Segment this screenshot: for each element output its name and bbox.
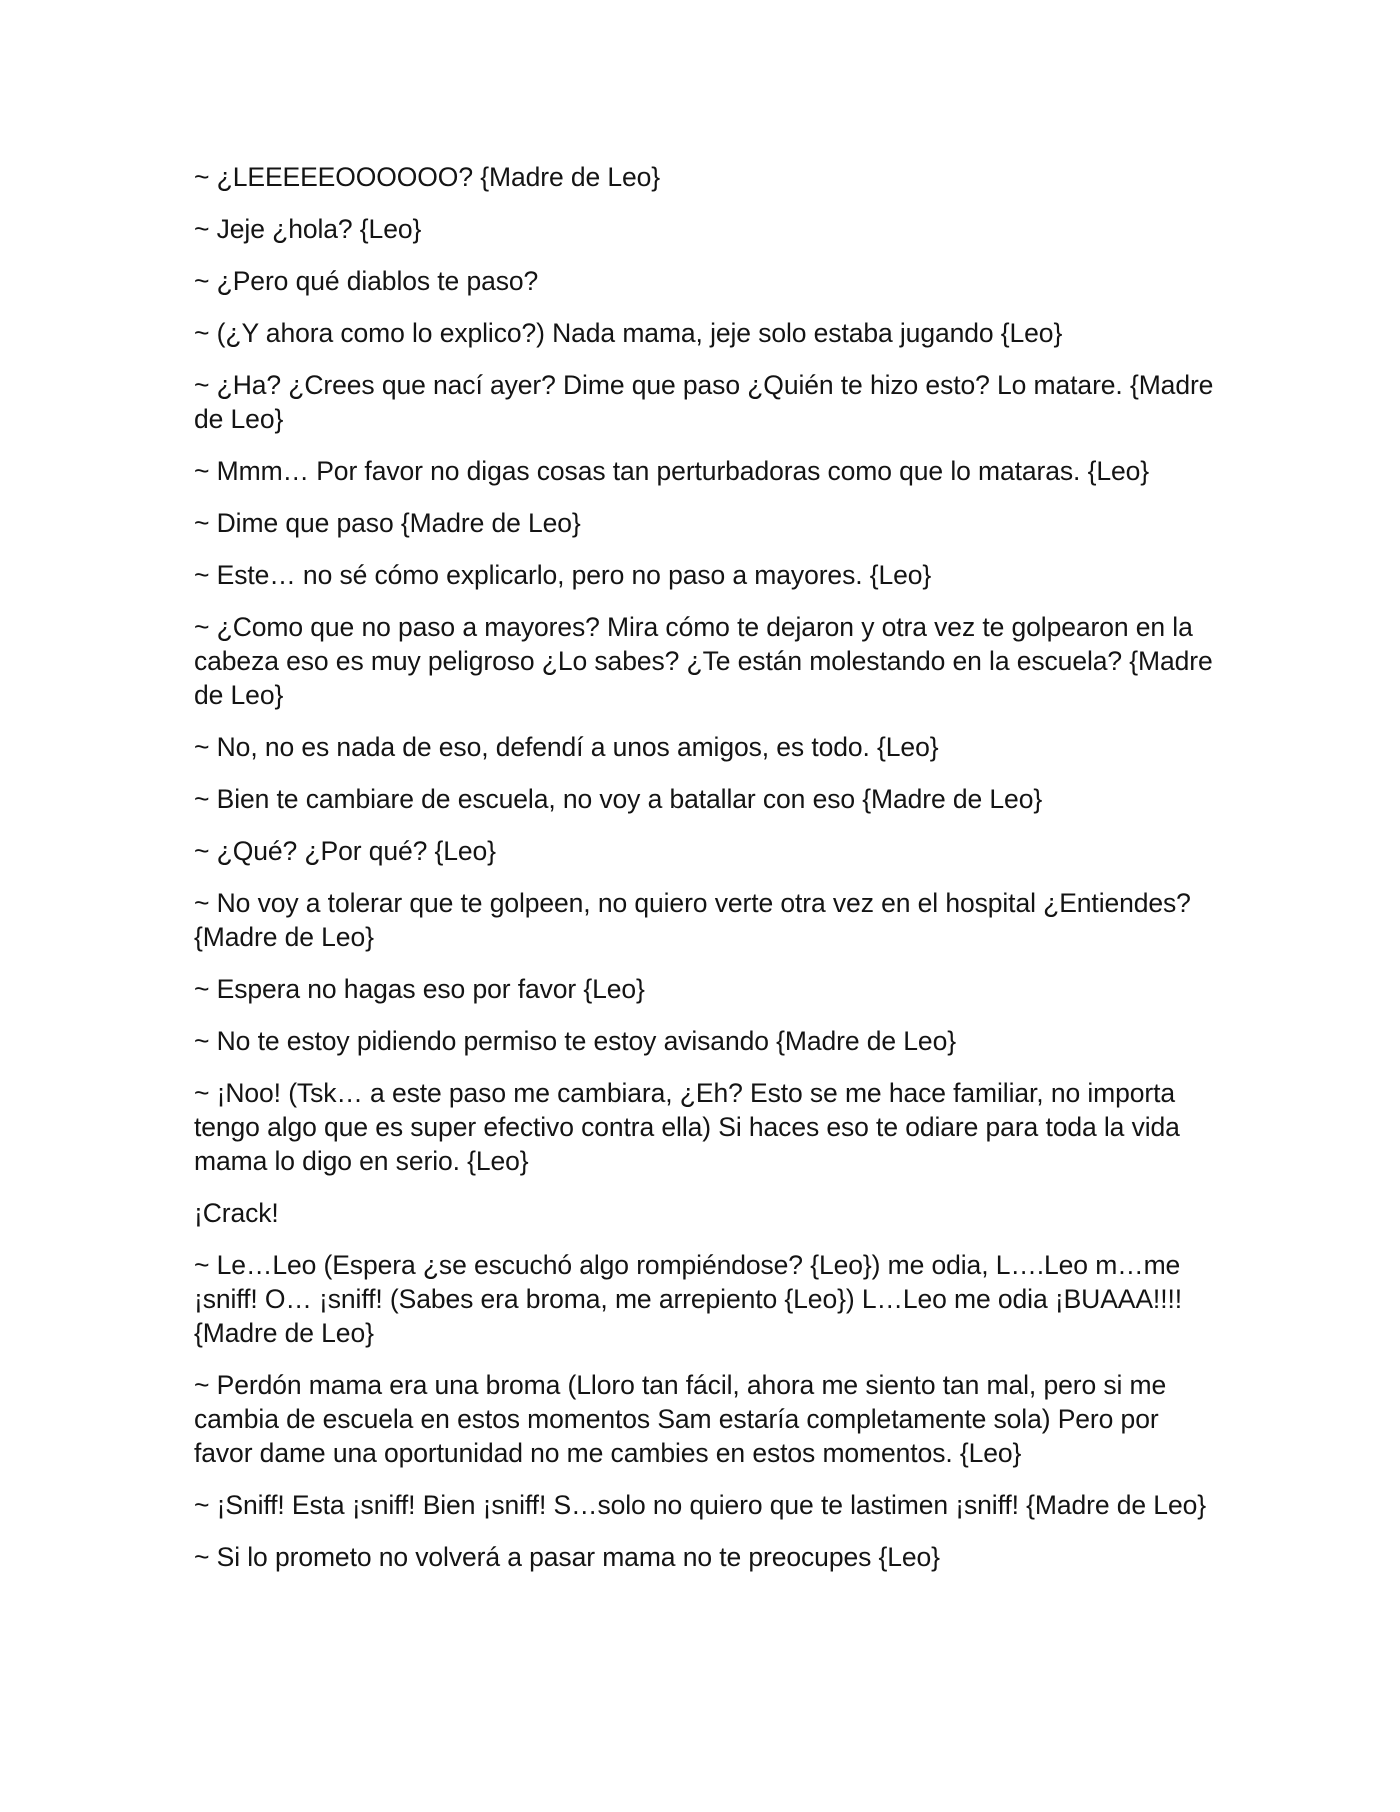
- dialogue-line: ~ Le…Leo (Espera ¿se escuchó algo rompiéndose? {Leo}) me odia, L….Leo m…me ¡sniff! O… ¡sniff! (Sabes era broma, me arrepiento {Leo}) L…Leo me odia ¡BUAAA!!!! {Madre de Leo}: [194, 1250, 1182, 1348]
- dialogue-line: ~ No, no es nada de eso, defendí a unos amigos, es todo. {Leo}: [194, 732, 939, 762]
- dialogue-line: ~ ¿Qué? ¿Por qué? {Leo}: [194, 836, 496, 866]
- dialogue-line: ~ Jeje ¿hola? {Leo}: [194, 214, 422, 244]
- dialogue-line: ~ (¿Y ahora como lo explico?) Nada mama, jeje solo estaba jugando {Leo}: [194, 318, 1063, 348]
- dialogue-line: ~ Si lo prometo no volverá a pasar mama no te preocupes {Leo}: [194, 1542, 940, 1572]
- dialogue-line: ~ No te estoy pidiendo permiso te estoy avisando {Madre de Leo}: [194, 1026, 956, 1056]
- dialogue-line: ~ Espera no hagas eso por favor {Leo}: [194, 974, 645, 1004]
- dialogue-line: ~ ¿Pero qué diablos te paso?: [194, 266, 539, 296]
- document-body: [194, 160, 1214, 1592]
- dialogue-line: ~ ¿Como que no paso a mayores? Mira cómo te dejaron y otra vez te golpearon en la cabeza eso es muy peligroso ¿Lo sabes? ¿Te están molestando en la escuela? {Madre de Leo}: [194, 612, 1213, 710]
- dialogue-line: ~ Perdón mama era una broma (Lloro tan fácil, ahora me siento tan mal, pero si me cambia de escuela en estos momentos Sam estaría completamente sola) Pero por favor dame una oportunidad no me cambies en estos momentos. {Leo}: [194, 1370, 1167, 1468]
- dialogue-line: ~ ¿Ha? ¿Crees que nací ayer? Dime que paso ¿Quién te hizo esto? Lo matare. {Madre de Leo}: [194, 370, 1214, 434]
- sound-effect-line: ¡Crack!: [194, 1198, 279, 1228]
- dialogue-line: ~ No voy a tolerar que te golpeen, no quiero verte otra vez en el hospital ¿Entiendes? {Madre de Leo}: [194, 888, 1191, 952]
- dialogue-line: ~ Dime que paso {Madre de Leo}: [194, 508, 581, 538]
- dialogue-line: ~ ¿LEEEEEOOOOOO? {Madre de Leo}: [194, 162, 661, 192]
- dialogue-line: ~ Mmm… Por favor no digas cosas tan perturbadoras como que lo mataras. {Leo}: [194, 456, 1149, 486]
- dialogue-line: ~ ¡Noo! (Tsk… a este paso me cambiara, ¿Eh? Esto se me hace familiar, no importa tengo algo que es super efectivo contra ella) Si haces eso te odiare para toda la vida mama lo digo en serio. {Leo}: [194, 1078, 1180, 1176]
- dialogue-line: ~ Bien te cambiare de escuela, no voy a batallar con eso {Madre de Leo}: [194, 784, 1043, 814]
- dialogue-line: ~ Este… no sé cómo explicarlo, pero no paso a mayores. {Leo}: [194, 560, 932, 590]
- dialogue-line: ~ ¡Sniff! Esta ¡sniff! Bien ¡sniff! S…solo no quiero que te lastimen ¡sniff! {Madre de Leo}: [194, 1490, 1206, 1520]
